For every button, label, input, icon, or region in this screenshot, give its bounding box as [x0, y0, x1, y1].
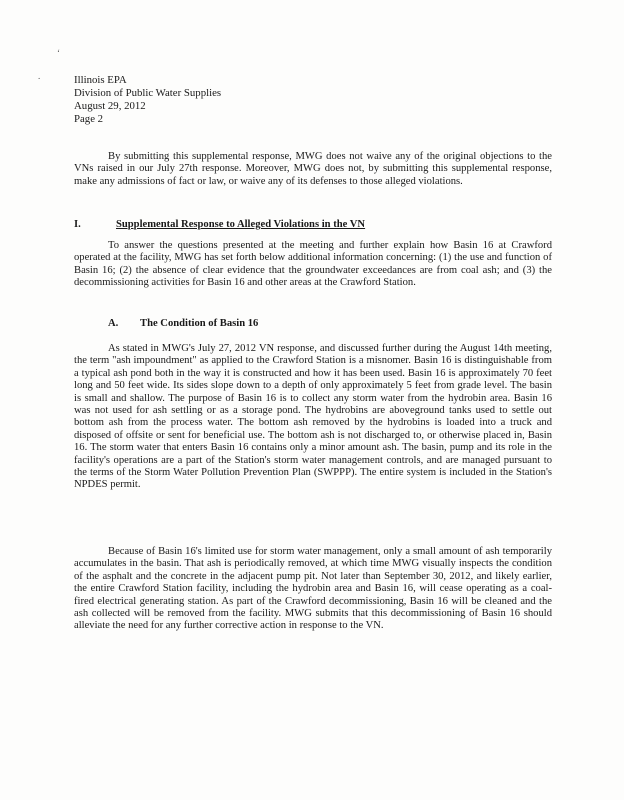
subsection-title: The Condition of Basin 16 [140, 318, 259, 329]
scan-mark: . [38, 71, 41, 81]
header-division: Division of Public Water Supplies [74, 87, 222, 99]
scan-mark: ‘ [57, 48, 60, 58]
letter-header [74, 74, 221, 126]
subsection-letter: A. [108, 318, 119, 329]
paragraph-waiver: By submitting this supplemental response, MWG does not waive any of the original objections to the VNs raised in our July 27th response. Moreover, MWG does not, by submitting this supplemental response, make any admissions of fact or law, or waive any of its defenses to those alleged violations. [74, 151, 552, 187]
section-number: I. [74, 219, 81, 230]
section-heading [74, 219, 365, 231]
subsection-heading [108, 318, 258, 330]
header-recipient: Illinois EPA [74, 74, 127, 86]
header-date: August 29, 2012 [74, 100, 146, 112]
section-title: Supplemental Response to Alleged Violations in the VN [116, 219, 366, 230]
paragraph-basin-condition: As stated in MWG's July 27, 2012 VN response, and discussed further during the August 14th meeting, the term "ash impoundment" as applied to the Crawford Station is a misnomer. Basin 16 is distinguishable from a typical ash pond both in the way it is constructed and how it has been used. Basin 16 is approximately 70 feet long and 50 feet wide. Its sides slope down to a depth of only approximately 5 feet from grade level. The basin is small and shallow. The purpose of Basin 16 is to collect any storm water from the hydrobin area. Basin 16 was not used for ash settling or as a storage pond. The hydrobins are aboveground tanks used to settle out bottom ash from the process water. The bottom ash removed by the hydrobins is loaded into a truck and disposed of offsite or sent for beneficial use. The bottom ash is not discharged to, or otherwise placed in, Basin 16. The storm water that enters Basin 16 contains only a minor amount ash. The basin, pump and its role in the facility's operations are a part of the Station's storm water management controls, and are managed pursuant to the terms of the Storm Water Pollution Prevention Plan (SWPPP). The entire system is included in the Station's NPDES permit. [74, 343, 552, 491]
paragraph-introduction: To answer the questions presented at the meeting and further explain how Basin 16 at Crawford operated at the facility, MWG has set forth below additional information concerning: (1) the use and function of Basin 16; (2) the absence of clear evidence that the groundwater exceedances are from coal ash; and (3) the decommissioning activities for Basin 16 and other areas at the Crawford Station. [74, 240, 552, 289]
paragraph-decommissioning: Because of Basin 16's limited use for storm water management, only a small amount of ash temporarily accumulates in the basin. That ash is periodically removed, at which time MWG visually inspects the condition of the asphalt and the concrete in the adjacent pump pit. Not later than September 30, 2012, and likely earlier, the entire Crawford Station facility, including the hydrobin area and Basin 16, will cease operating as a coal-fired electrical generating station. As part of the Crawford decommissioning, Basin 16 will be cleaned and the ash collected will be removed from the facility. MWG submits that this decommissioning of Basin 16 should alleviate the need for any further corrective action in response to the VN. [74, 546, 552, 632]
header-page: Page 2 [74, 113, 104, 125]
